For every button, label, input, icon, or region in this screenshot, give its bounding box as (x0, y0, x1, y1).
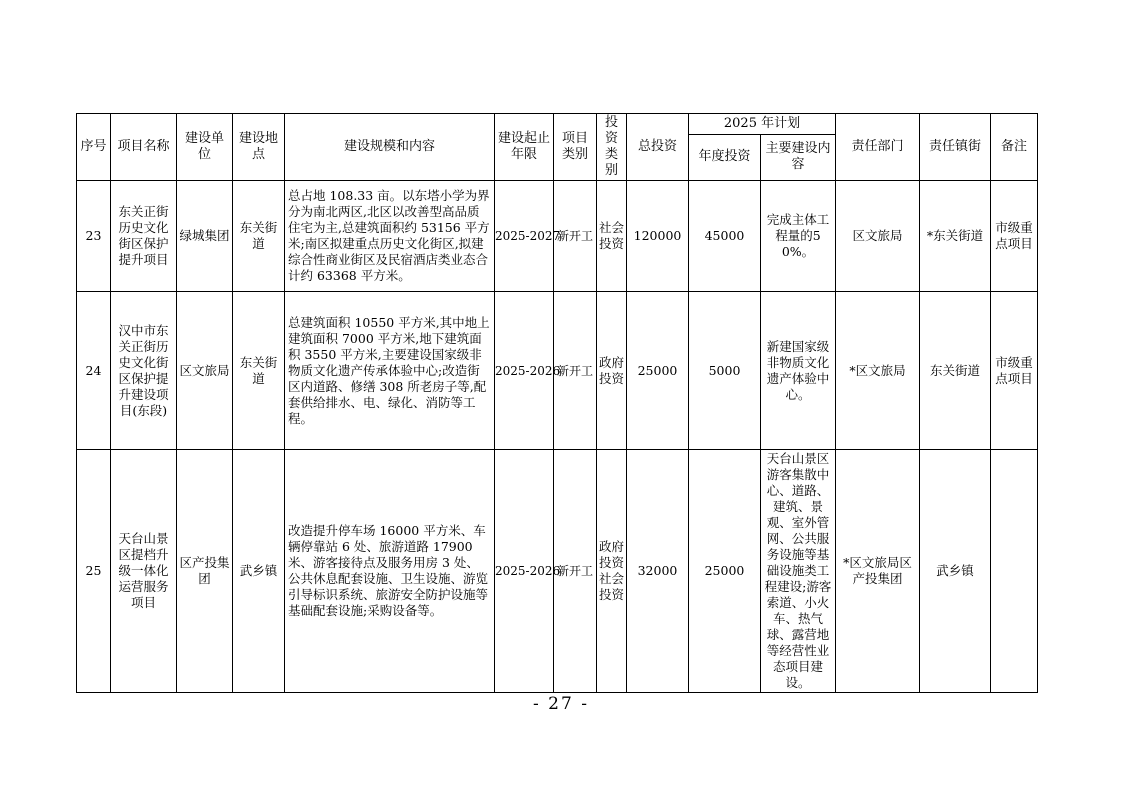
cell-total: 32000 (627, 450, 689, 693)
header-location: 建设地点 (233, 114, 285, 181)
cell-annual: 5000 (689, 292, 761, 450)
cell-main-content: 完成主体工程量的50%。 (761, 181, 836, 292)
cell-category: 新开工 (554, 181, 597, 292)
cell-unit: 区产投集团 (177, 450, 233, 693)
header-total: 总投资 (627, 114, 689, 181)
cell-main-content: 新建国家级非物质文化遗产体验中心。 (761, 292, 836, 450)
header-invest-type: 投资类别 (597, 114, 627, 181)
cell-location: 东关街道 (233, 181, 285, 292)
cell-category: 新开工 (554, 450, 597, 693)
header-period: 建设起止年限 (495, 114, 554, 181)
cell-total: 25000 (627, 292, 689, 450)
table-row (77, 292, 1038, 450)
cell-name: 汉中市东关正街历史文化街区保护提升建设项目(东段) (111, 292, 177, 450)
cell-dept: 区文旅局 (836, 181, 920, 292)
cell-street: 东关街道 (920, 292, 991, 450)
header-note: 备注 (991, 114, 1038, 181)
cell-seq: 23 (77, 181, 111, 292)
cell-note (991, 450, 1038, 693)
project-table (76, 113, 1038, 693)
project-table-container (76, 113, 1037, 693)
cell-scale: 改造提升停车场 16000 平方米、车辆停靠站 6 处、旅游道路 17900 米、游客接待点及服务用房 3 处、公共休息配套设施、卫生设施、游览引导标识系统、旅游安全防护设施等基础配套设施;采购设备等。 (285, 450, 495, 693)
cell-dept: *区文旅局 (836, 292, 920, 450)
header-row-1 (77, 114, 1038, 135)
cell-street: 武乡镇 (920, 450, 991, 693)
cell-scale: 总占地 108.33 亩。以东塔小学为界分为南北两区,北区以改善型高品质住宅为主,总建筑面积约 53156 平方米;南区拟建重点历史文化街区,拟建综合性商业街区及民宿酒店类业态合计约 63368 平方米。 (285, 181, 495, 292)
cell-invest-type: 社会投资 (597, 181, 627, 292)
cell-street: *东关街道 (920, 181, 991, 292)
cell-category: 新开工 (554, 292, 597, 450)
cell-unit: 绿城集团 (177, 181, 233, 292)
header-category: 项目类别 (554, 114, 597, 181)
header-seq: 序号 (77, 114, 111, 181)
header-name: 项目名称 (111, 114, 177, 181)
cell-total: 120000 (627, 181, 689, 292)
header-dept: 责任部门 (836, 114, 920, 181)
header-unit: 建设单位 (177, 114, 233, 181)
cell-main-content: 天台山景区游客集散中心、道路、建筑、景观、室外管网、公共服务设施等基础设施类工程建设;游客索道、小火车、热气球、露营地等经营性业态项目建设。 (761, 450, 836, 693)
cell-dept: *区文旅局区产投集团 (836, 450, 920, 693)
cell-note: 市级重点项目 (991, 292, 1038, 450)
cell-seq: 24 (77, 292, 111, 450)
table-row (77, 181, 1038, 292)
cell-invest-type: 政府投资社会投资 (597, 450, 627, 693)
cell-name: 东关正街历史文化街区保护提升项目 (111, 181, 177, 292)
header-annual: 年度投资 (689, 134, 761, 180)
cell-period: 2025-2026 (495, 450, 554, 693)
cell-note: 市级重点项目 (991, 181, 1038, 292)
cell-unit: 区文旅局 (177, 292, 233, 450)
cell-invest-type: 政府投资 (597, 292, 627, 450)
page-number: - 27 - (533, 694, 589, 714)
cell-annual: 45000 (689, 181, 761, 292)
cell-period: 2025-2026 (495, 292, 554, 450)
header-scale: 建设规模和内容 (285, 114, 495, 181)
table-row (77, 450, 1038, 693)
cell-period: 2025-2027 (495, 181, 554, 292)
cell-location: 武乡镇 (233, 450, 285, 693)
header-main-content: 主要建设内容 (761, 134, 836, 180)
header-street: 责任镇街 (920, 114, 991, 181)
cell-annual: 25000 (689, 450, 761, 693)
cell-name: 天台山景区提档升级一体化运营服务项目 (111, 450, 177, 693)
cell-location: 东关街道 (233, 292, 285, 450)
header-plan-2025: 2025 年计划 (689, 114, 836, 135)
cell-scale: 总建筑面积 10550 平方米,其中地上建筑面积 7000 平方米,地下建筑面积 3550 平方米,主要建设国家级非物质文化遗产传承体验中心;改造街区内道路、修缮 308 所老房子等,配套供给排水、电、绿化、消防等工程。 (285, 292, 495, 450)
cell-seq: 25 (77, 450, 111, 693)
